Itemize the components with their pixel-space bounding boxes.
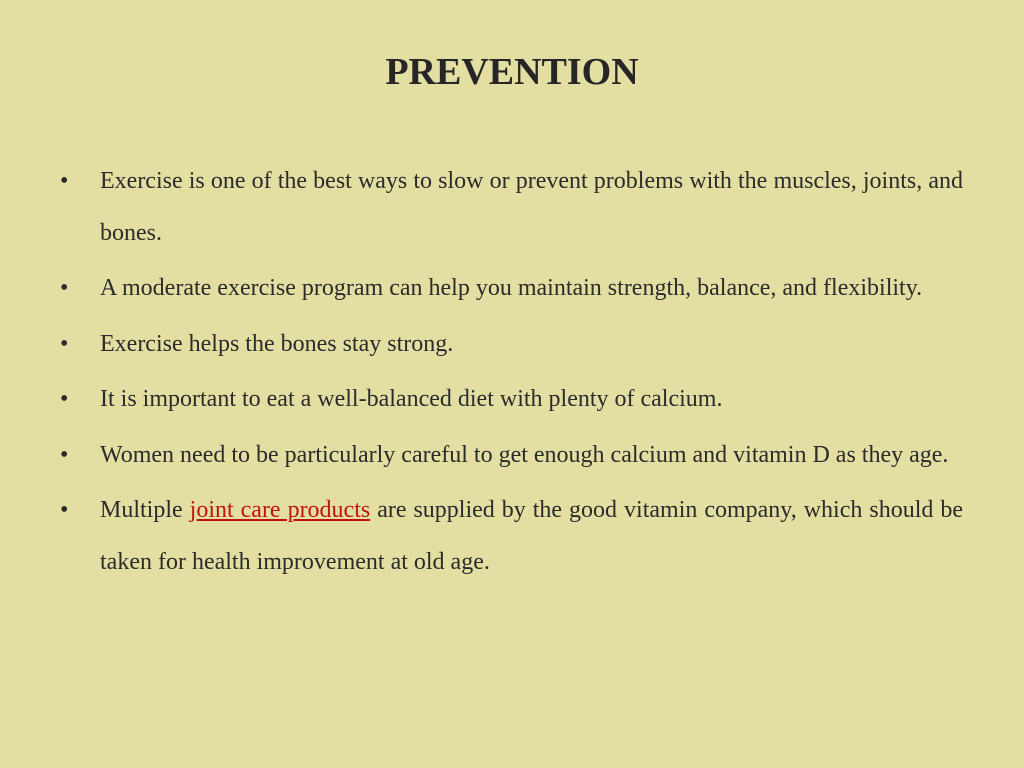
bullet-text: It is important to eat a well-balanced diet with plenty of calcium. <box>100 386 723 412</box>
bullet-icon: • <box>60 168 69 194</box>
bullet-text <box>100 497 963 575</box>
bullet-icon: • <box>60 386 69 412</box>
bullet-icon: • <box>60 497 69 523</box>
bullet-text: Exercise is one of the best ways to slow or prevent problems with the muscles, joints, and bones. <box>100 168 963 246</box>
bullet-item <box>60 485 963 588</box>
bullet-icon: • <box>60 441 69 468</box>
bullet-text: Women need to be particularly careful to get enough calcium and vitamin D as they age. <box>100 441 949 468</box>
bullet-item <box>60 156 963 259</box>
bullet-item <box>60 263 963 315</box>
bullet-icon: • <box>60 275 69 301</box>
bullet-icon: • <box>60 330 69 357</box>
bullet-item <box>60 319 963 371</box>
bullet-text: Exercise helps the bones stay strong. <box>100 330 454 357</box>
slide-title: PREVENTION <box>385 51 639 93</box>
bullet-item <box>60 430 963 482</box>
bullet-text-after-link: are supplied by the good vitamin company, which should be taken for health improvement at old age. <box>100 497 963 575</box>
bullet-item <box>60 374 963 426</box>
bullet-text-before-link: Multiple <box>100 497 190 523</box>
bullet-list <box>60 156 963 592</box>
bullet-text: A moderate exercise program can help you maintain strength, balance, and flexibility. <box>100 275 923 301</box>
joint-care-products-link[interactable]: joint care products <box>189 497 371 523</box>
